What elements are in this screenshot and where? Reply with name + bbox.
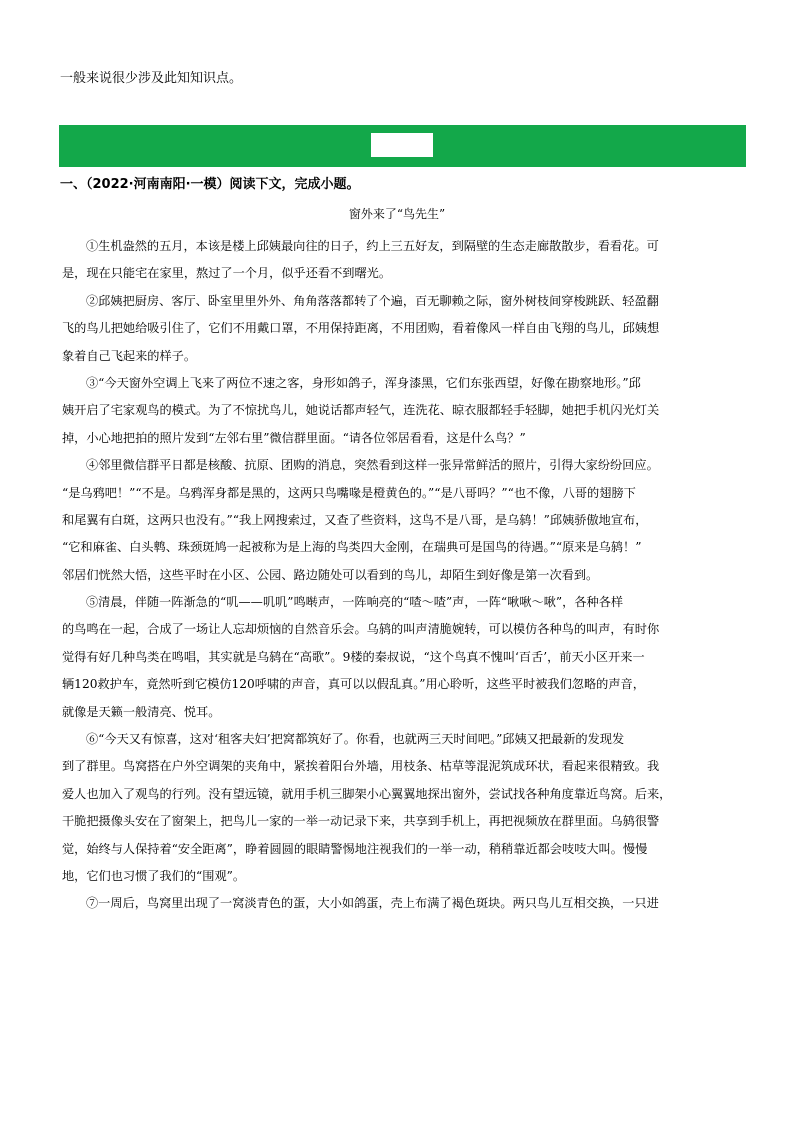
- body-line: 邻居们恍然大悟，这些平时在小区、公园、路边随处可以看到的鸟儿，却陌生到好像是第一次看到。: [62, 567, 599, 582]
- body-line: 地，它们也习惯了我们的“围观”。: [62, 868, 246, 883]
- body-line: ④邻里微信群平日都是核酸、抗原、团购的消息，突然看到这样一张异常鲜活的照片，引得大家纷纷回应。: [86, 458, 659, 473]
- body-line: 觉，始终与人保持着“安全距离”，睁着圆圆的眼睛警惕地注视我们的一举一动，稍稍靠近都会吱吱大叫。慢慢: [62, 841, 648, 856]
- body-line: 觉得有好几种鸟类在鸣唱，其实就是乌鸫在“高歌”。9楼的秦叔说，“这个鸟真不愧叫‘百舌’，前天小区开来一: [62, 649, 645, 664]
- body-line: 象着自己飞起来的样子。: [62, 348, 197, 363]
- body-line: ②邱姨把厨房、客厅、卧室里里外外、角角落落都转了个遍，百无聊赖之际，窗外树枝间穿梭跳跃、轻盈翻: [86, 293, 659, 308]
- body-line: 是，现在只能宅在家里，熬过了一个月，似乎还看不到曙光。: [62, 266, 392, 281]
- body-line: 就像是天籁一般清亮、悦耳。: [62, 704, 221, 719]
- body-line: ⑤清晨，伴随一阵渐急的“叽——叽叽”鸣啭声，一阵响亮的“喳～喳”声，一阵“啾啾～啾”，各种各样: [86, 595, 624, 610]
- body-line: 飞的鸟儿把她给吸引住了，它们不用戴口罩，不用保持距离，不用团购，看着像风一样自由飞翔的鸟儿，邱姨想: [62, 321, 660, 336]
- body-line: 姨开启了宅家观鸟的模式。为了不惊扰鸟儿，她说话都声轻气，连洗花、晾衣服都轻手轻脚，她把手机闪光灯关: [62, 403, 660, 418]
- body-line: 和尾翼有白斑，这两只也没有。”“我上网搜索过，又查了些资料，这鸟不是八哥，是乌鸫！”邱姨骄傲地宣布，: [62, 512, 648, 527]
- question-heading: 一、（2022·河南南阳·一模）阅读下文，完成小题。: [60, 177, 360, 192]
- body-line: “它和麻雀、白头鹎、珠颈斑鸠一起被称为是上海的鸟类四大金刚，在瑞典可是国鸟的待遇。”“原来是乌鸫！”: [62, 540, 642, 555]
- body-line: 掉，小心地把拍的照片发到“左邻右里”微信群里面。“请各位邻居看看，这是什么鸟？”: [62, 430, 526, 445]
- body-line: ⑥“今天又有惊喜，这对‘租客夫妇’把窝都筑好了。你看，也就两三天时间吧。”邱姨又把最新的发现发: [86, 732, 625, 747]
- body-line: ①生机盎然的五月，本该是楼上邱姨最向往的日子，约上三五好友，到隔壁的生态走廊散散步，看看花。可: [86, 239, 659, 253]
- body-line: 辆120救护车，竟然听到它模仿120呼啸的声音，真可以以假乱真。”用心聆听，这些平时被我们忽略的声音，: [62, 677, 645, 692]
- intro-text: 一般来说很少涉及此知知识点。: [60, 71, 243, 86]
- article-body: [62, 233, 745, 918]
- body-line: 爱人也加入了观鸟的行列。没有望远镜，就用手机三脚架小心翼翼地探出窗外，尝试找各种角度靠近鸟窝。后来，: [62, 786, 672, 801]
- section-banner: [59, 125, 746, 167]
- article-title: 窗外来了“鸟先生”: [348, 207, 446, 221]
- body-line: 的鸟鸣在一起，合成了一场让人忘却烦恼的自然音乐会。乌鸫的叫声清脆婉转，可以模仿各种鸟的叫声，有时你: [62, 622, 660, 637]
- body-line: ③“今天窗外空调上飞来了两位不速之客，身形如鸽子，浑身漆黑，它们东张西望，好像在勘察地形。”邱: [86, 375, 641, 390]
- body-line: 干脆把摄像头安在了窗架上，把鸟儿一家的一举一动记录下来，共享到手机上，再把视频放在群里面。乌鸫很警: [62, 814, 660, 829]
- body-line: ⑦一周后，鸟窝里出现了一窝淡青色的蛋，大小如鸽蛋，壳上布满了褐色斑块。两只鸟儿互相交换，一只进: [86, 896, 659, 911]
- body-line: 到了群里。鸟窝搭在户外空调架的夹角中，紧挨着阳台外墙，用枝条、枯草等混泥筑成环状，看起来很精致。我: [62, 759, 660, 774]
- banner-label-box: [371, 133, 433, 157]
- body-line: “是乌鸦吧！”“不是。乌鸦浑身都是黑的，这两只鸟嘴喙是橙黄色的。”“是八哥吗？”“也不像，八哥的翅膀下: [62, 485, 636, 500]
